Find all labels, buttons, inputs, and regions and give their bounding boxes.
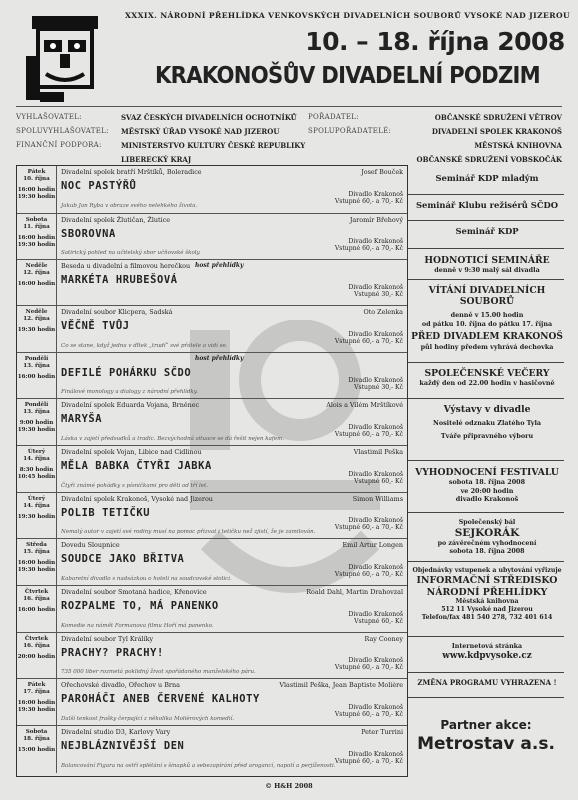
sidebar-line: denně v 9:30 malý sál divadla bbox=[434, 266, 540, 275]
program-price: Vstupné 60,- a 70,- Kč bbox=[334, 198, 403, 206]
sidebar-line: Seminář KDP bbox=[455, 226, 519, 236]
program-row bbox=[17, 538, 407, 586]
program-time: 15:00 hodin bbox=[17, 747, 56, 753]
program-venue bbox=[335, 564, 403, 579]
program-description: Co se stane, když jedna v ďítek „trudí“ své přátele a vidí se. bbox=[61, 343, 228, 349]
organizer-role-label: FINANČNÍ PODPORA: bbox=[16, 141, 102, 149]
program-time: 19:30 hodin bbox=[17, 327, 56, 333]
partner-name: Metrostav a.s. bbox=[417, 734, 555, 754]
program-ensemble: Divadelní spolek Žlutičan, Žlutice bbox=[61, 216, 170, 224]
program-venue bbox=[335, 424, 403, 439]
sidebar-divider bbox=[408, 194, 564, 195]
program-date: 13. října bbox=[23, 363, 50, 369]
program-day-cell bbox=[17, 586, 57, 633]
sidebar-block bbox=[408, 519, 566, 556]
program-ensemble: Divadelní soubor Klicpera, Sadská bbox=[61, 308, 173, 316]
program-times bbox=[17, 281, 56, 288]
program-weekday: Úterý bbox=[27, 496, 46, 502]
program-row bbox=[17, 352, 407, 399]
program-weekday: Sobota bbox=[25, 217, 48, 223]
program-date: 16. října bbox=[23, 643, 50, 649]
program-price: Vstupné 60,- a 70,- Kč bbox=[334, 664, 403, 672]
program-price: Vstupné 60,- a 70,- Kč bbox=[334, 524, 403, 532]
sidebar-block bbox=[408, 200, 566, 210]
sidebar-line: Objednávky vstupenek a ubytování vyřizuje bbox=[412, 567, 562, 574]
program-time: 8:30 hodin bbox=[19, 467, 54, 473]
program-weekday: Sobota bbox=[25, 729, 48, 735]
program-description: Jakub Jan Ryba v obraze svého nelehkého života. bbox=[61, 203, 198, 209]
program-time: 16:00 hodin bbox=[17, 560, 56, 566]
program-day-cell bbox=[17, 306, 57, 353]
program-play-title: SOUDCE JAKO BŘITVA bbox=[61, 553, 185, 565]
program-venue-name: Divadlo Krakonoš bbox=[348, 704, 403, 711]
sidebar-line: Telefon/fax 481 540 278, 732 401 614 bbox=[421, 614, 553, 622]
program-author: Peter Turrini bbox=[361, 728, 403, 736]
program-author: Emil Artur Longen bbox=[342, 541, 403, 549]
sidebar-line: 512 11 Vysoké nad Jizerou bbox=[441, 606, 533, 614]
program-price: Vstupné 60,- a 70,- Kč bbox=[334, 431, 403, 439]
program-times bbox=[17, 235, 56, 249]
program-venue bbox=[348, 284, 403, 299]
program-host-badge: host přehlídky bbox=[195, 262, 244, 269]
organizer-name: LIBERECKÝ KRAJ bbox=[121, 155, 192, 164]
program-price: Vstupné 30,- Kč bbox=[354, 291, 403, 299]
program-date: 16. října bbox=[23, 596, 50, 602]
program-play-title: MĚLA BABKA ČTYŘI JABKA bbox=[61, 460, 212, 472]
program-venue-name: Divadlo Krakonoš bbox=[348, 424, 403, 431]
sidebar-line: Společenský bál bbox=[458, 519, 516, 526]
program-time: 16:00 hodin bbox=[17, 700, 56, 706]
program-venue bbox=[335, 517, 403, 532]
program-ensemble: Dovedu Sloupnice bbox=[61, 541, 120, 549]
program-time: 20:00 hodin bbox=[17, 654, 56, 660]
sidebar-line: HODNOTICÍ SEMINÁŘE bbox=[424, 255, 550, 266]
program-description: Satirický pohled na učitelský sbor učňovské školy. bbox=[61, 250, 201, 256]
sidebar-block bbox=[408, 226, 566, 236]
sidebar-line: ZMĚNA PROGRAMU VYHRAZENA ! bbox=[417, 678, 557, 687]
organizer-name: OBČANSKÉ SDRUŽENÍ VOBSKOČÁK bbox=[416, 155, 562, 164]
program-price: Vstupné 60,- a 70,- Kč bbox=[334, 711, 403, 719]
program-day-cell bbox=[17, 539, 57, 586]
program-venue-name: Divadlo Krakonoš bbox=[348, 471, 403, 478]
program-venue-name: Divadlo Krakonoš bbox=[348, 331, 403, 338]
program-description: 735 000 liber rozmetá poklidný život spořádaného manželského páru. bbox=[61, 669, 256, 675]
sidebar-block bbox=[408, 285, 566, 352]
organizer-name: OBČANSKÉ SDRUŽENÍ VĚTROV bbox=[434, 113, 562, 122]
organizer-name: DIVADELNÍ SPOLEK KRAKONOŠ bbox=[431, 127, 562, 136]
program-weekday: Úterý bbox=[27, 449, 46, 455]
program-ensemble: Ořechovské divadlo, Ořechov u Brna bbox=[61, 681, 180, 689]
program-row bbox=[17, 585, 407, 633]
program-row bbox=[17, 725, 407, 773]
program-play-title: PRACHY? PRACHY! bbox=[61, 647, 164, 659]
program-host-badge: host přehlídky bbox=[195, 355, 244, 362]
sidebar-line: Nositelé odznaku Zlatého Tyla bbox=[432, 419, 542, 428]
sidebar-block bbox=[408, 567, 566, 623]
program-times bbox=[17, 654, 56, 661]
program-times bbox=[17, 514, 56, 521]
program-weekday: Čtvrtek bbox=[24, 636, 49, 642]
program-ensemble: Divadelní spolek Krakonoš, Vysoké nad Jizerou bbox=[61, 495, 213, 503]
program-venue-name: Divadlo Krakonoš bbox=[348, 564, 403, 571]
program-weekday: Pondělí bbox=[24, 402, 49, 408]
program-venue bbox=[335, 657, 403, 672]
organizer-name: SVAZ ČESKÝCH DIVADELNÍCH OCHOTNÍKŮ bbox=[121, 113, 297, 122]
theatre-mask-logo-icon bbox=[24, 14, 112, 106]
program-play-title: ROZPALME TO, MÁ PANENKO bbox=[61, 600, 219, 612]
partner-label: Partner akce: bbox=[440, 718, 532, 732]
program-venue-name: Divadlo Krakonoš bbox=[348, 284, 403, 291]
sidebar-block bbox=[408, 173, 566, 183]
program-play-title: NOC PASTÝŘŮ bbox=[61, 180, 137, 192]
program-date: 18. října bbox=[23, 736, 50, 742]
program-play-title: VĚČNĚ TVŮJ bbox=[61, 320, 130, 332]
organizer-name: MINISTERSTVO KULTURY ČESKÉ REPUBLIKY bbox=[121, 141, 306, 150]
program-ensemble: Divadelní spolek Eduarda Vojana, Brněnec bbox=[61, 401, 200, 409]
program-date: 13. října bbox=[23, 409, 50, 415]
sidebar-line: divadlo Krakonoš bbox=[455, 495, 519, 504]
program-times bbox=[17, 700, 56, 714]
program-weekday: Neděle bbox=[25, 309, 48, 315]
program-time: 16:00 hodin bbox=[17, 235, 56, 241]
program-price: Vstupné 60,- Kč bbox=[354, 478, 403, 486]
sidebar-divider bbox=[408, 636, 564, 637]
sidebar-divider bbox=[408, 248, 564, 249]
sidebar-line: Internetová stránka bbox=[451, 643, 523, 650]
sidebar-line: VÍTÁNÍ DIVADELNÍCH SOUBORŮ bbox=[428, 285, 546, 308]
organizer-role-label: SPOLUVYHLAŠOVATEL: bbox=[16, 127, 109, 135]
sidebar-divider bbox=[408, 561, 564, 562]
program-author: Josef Bouček bbox=[361, 168, 403, 176]
organizer-name: MĚSTSKÁ KNIHOVNA bbox=[474, 141, 562, 150]
sidebar-divider bbox=[408, 697, 564, 698]
program-date: 11. října bbox=[23, 224, 50, 230]
organizer-role-label: POŘADATEL: bbox=[308, 113, 359, 121]
program-times bbox=[17, 747, 56, 754]
festival-title: KRAKONOŠŮV DIVADELNÍ PODZIM bbox=[154, 63, 541, 89]
sidebar-line: Městská knihovna bbox=[455, 598, 519, 606]
sidebar-divider bbox=[408, 512, 564, 513]
program-time: 16:00 hodin bbox=[17, 607, 56, 613]
program-play-title: DEFILÉ POHÁRKU SČDO bbox=[61, 367, 192, 379]
program-day-cell bbox=[17, 399, 57, 446]
program-description: Finálové monology a dialogy z národní přehlídky. bbox=[61, 389, 198, 395]
program-day-cell bbox=[17, 214, 57, 260]
program-price: Vstupné 60,- a 70,- Kč bbox=[334, 338, 403, 346]
program-weekday: Pátek bbox=[27, 169, 46, 175]
program-venue bbox=[348, 611, 403, 626]
program-times bbox=[17, 374, 56, 381]
festival-edition-line: XXXIX. NÁRODNÍ PŘEHLÍDKA VENKOVSKÝCH DIVADELNÍCH SOUBORŮ VYSOKÉ NAD JIZEROU bbox=[125, 11, 570, 20]
program-date: 15. října bbox=[23, 549, 50, 555]
program-description: Komedie na námět Formanova filmu Hoří má panenko. bbox=[61, 623, 214, 629]
program-venue bbox=[335, 751, 403, 766]
organizer-role-label: SPOLUPOŘADATELÉ: bbox=[308, 127, 392, 135]
program-venue bbox=[335, 238, 403, 253]
program-ensemble: Divadelní studio D3, Karlovy Vary bbox=[61, 728, 171, 736]
program-day-cell bbox=[17, 166, 57, 213]
program-day-cell bbox=[17, 446, 57, 493]
program-times bbox=[17, 467, 56, 481]
program-row bbox=[17, 166, 407, 213]
program-venue-name: Divadlo Krakonoš bbox=[348, 657, 403, 664]
program-weekday: Středa bbox=[26, 542, 47, 548]
program-times bbox=[17, 560, 56, 574]
program-play-title: NEJBLÁZNIVĚJŠÍ DEN bbox=[61, 740, 185, 752]
program-venue-name: Divadlo Krakonoš bbox=[348, 611, 403, 618]
program-play-title: SBOROVNA bbox=[61, 228, 116, 240]
program-row bbox=[17, 398, 407, 446]
program-weekday: Neděle bbox=[25, 263, 48, 269]
program-play-title: MARKÉTA HRUBEŠOVÁ bbox=[61, 274, 178, 286]
program-table bbox=[16, 165, 408, 777]
program-play-title: PAROHÁČI ANEB ČERVENÉ KALHOTY bbox=[61, 693, 260, 705]
program-description: Balancování Figara na ostří splétání s šinapků a sebezapírání před arogancí, napotí a perjíženosti. bbox=[61, 763, 336, 769]
program-play-title: POLIB TETIČKU bbox=[61, 507, 151, 519]
program-row bbox=[17, 632, 407, 679]
program-description: Nemalý autor v zajetí své rodiny musí na pomoc přizvat i tetičku než zjistí, že je zamilován. bbox=[61, 529, 316, 535]
program-venue bbox=[348, 377, 403, 392]
sidebar-line: PŘED DIVADLEM KRAKONOŠ bbox=[411, 332, 563, 343]
sidebar-line: denně v 15.00 hodin bbox=[450, 311, 524, 320]
program-ensemble: Divadelní spolek Vojan, Libice nad Cidlinou bbox=[61, 448, 202, 456]
program-time: 16:00 hodin bbox=[17, 374, 56, 380]
program-price: Vstupné 60,- a 70,- Kč bbox=[334, 571, 403, 579]
program-venue bbox=[335, 704, 403, 719]
sidebar-line: sobota 18. října 2008 bbox=[448, 478, 526, 487]
program-time: 9:00 hodin bbox=[19, 420, 54, 426]
sidebar-block bbox=[408, 467, 566, 503]
program-description: Čtyři známé pohádky s písničkami pro děti od tří let. bbox=[61, 483, 208, 489]
program-date: 10. října bbox=[23, 176, 50, 182]
program-date: 12. října bbox=[23, 270, 50, 276]
sidebar-divider bbox=[408, 460, 564, 461]
program-author: Ray Cooney bbox=[364, 635, 403, 643]
program-date: 14. října bbox=[23, 456, 50, 462]
program-venue-name: Divadlo Krakonoš bbox=[348, 238, 403, 245]
program-price: Vstupné 30,- Kč bbox=[354, 384, 403, 392]
program-day-cell bbox=[17, 260, 57, 306]
program-time: 19:30 hodin bbox=[17, 567, 56, 573]
program-venue-name: Divadlo Krakonoš bbox=[348, 517, 403, 524]
program-venue-name: Divadlo Krakonoš bbox=[348, 751, 403, 758]
program-row bbox=[17, 259, 407, 306]
program-author: Oto Zelenka bbox=[363, 308, 403, 316]
program-day-cell bbox=[17, 353, 57, 399]
sidebar-line: po závěrečném vyhodnocení bbox=[437, 539, 537, 547]
program-time: 19:30 hodin bbox=[17, 427, 56, 433]
program-venue-name: Divadlo Krakonoš bbox=[348, 191, 403, 198]
sidebar-line: půl hodiny předem vyhrává dechovka bbox=[420, 343, 554, 352]
program-time: 19:30 hodin bbox=[17, 514, 56, 520]
sidebar-line: INFORMAČNÍ STŘEDISKO bbox=[416, 575, 558, 587]
sidebar-divider bbox=[408, 362, 564, 363]
program-venue bbox=[335, 191, 403, 206]
program-row bbox=[17, 305, 407, 353]
program-day-cell bbox=[17, 633, 57, 679]
program-date: 17. října bbox=[23, 689, 50, 695]
sidebar-block bbox=[408, 255, 566, 275]
program-times bbox=[17, 420, 56, 434]
program-times bbox=[17, 327, 56, 334]
program-weekday: Pátek bbox=[27, 682, 46, 688]
program-description: Kabaretní divadlo s nadsázkou o hoteli na soudcovské stolici. bbox=[61, 576, 232, 582]
program-author: Vlastimil Peška, Jean Baptiste Molière bbox=[279, 681, 403, 689]
program-day-cell bbox=[17, 679, 57, 726]
program-ensemble: Divadelní soubor Tyl Králíky bbox=[61, 635, 154, 643]
program-ensemble: Divadelní soubor Smotaná hadice, Křenovice bbox=[61, 588, 207, 596]
sidebar-line: od pátku 10. října do pátku 17. října bbox=[421, 319, 553, 328]
program-price: Vstupné 60,- a 70,- Kč bbox=[334, 245, 403, 253]
program-time: 16:00 hodin bbox=[17, 187, 56, 193]
program-time: 10:45 hodin bbox=[17, 474, 56, 480]
program-date: 14. října bbox=[23, 503, 50, 509]
sidebar-block bbox=[408, 404, 566, 440]
program-time: 19:30 hodin bbox=[17, 194, 56, 200]
sidebar-line: Tváře připravného výboru bbox=[440, 431, 534, 440]
program-ensemble: Beseda u divadelní a filmovou herečkou bbox=[61, 262, 191, 270]
sidebar-block bbox=[408, 368, 566, 388]
program-weekday: Čtvrtek bbox=[24, 589, 49, 595]
sidebar-divider bbox=[408, 672, 564, 673]
organizer-name: MĚSTSKÝ ÚŘAD VYSOKÉ NAD JIZEROU bbox=[121, 127, 280, 136]
sidebar-divider bbox=[408, 279, 564, 280]
program-time: 19:30 hodin bbox=[17, 707, 56, 713]
sidebar-line: SEJKORÁK bbox=[454, 527, 520, 540]
sidebar-line: www.kdpvysoke.cz bbox=[442, 651, 532, 662]
sidebar-line: Seminář Klubu režisérů SČDO bbox=[415, 200, 559, 210]
program-date: 12. října bbox=[23, 316, 50, 322]
festival-dates: 10. – 18. října 2008 bbox=[305, 27, 565, 56]
program-author: Alois a Vilém Mrštíkové bbox=[326, 401, 403, 409]
sidebar-line: Výstavy v divadle bbox=[443, 404, 531, 415]
sidebar-line: SPOLEČENSKÉ VEČERY bbox=[424, 368, 550, 379]
program-time: 16:00 hodin bbox=[17, 281, 56, 287]
program-row bbox=[17, 445, 407, 493]
sidebar-line: každý den od 22.00 hodin v hasičovně bbox=[419, 379, 555, 388]
program-venue bbox=[335, 331, 403, 346]
copyright-footer: © H&H 2008 bbox=[265, 782, 313, 790]
program-price: Vstupné 60,- a 70,- Kč bbox=[334, 758, 403, 766]
sidebar-line: Seminář KDP mladým bbox=[435, 173, 539, 183]
sidebar-block bbox=[408, 643, 566, 662]
sidebar-line: sobota 18. října 2008 bbox=[449, 548, 525, 556]
program-row bbox=[17, 492, 407, 539]
sidebar-divider bbox=[408, 220, 564, 221]
program-author: Vlastimil Peška bbox=[353, 448, 403, 456]
sidebar-block bbox=[408, 678, 566, 687]
program-venue bbox=[348, 471, 403, 486]
program-author: Simon Williams bbox=[352, 495, 403, 503]
sidebar-line: NÁRODNÍ PŘEHLÍDKY bbox=[426, 586, 548, 598]
program-author: Roald Dahl, Martin Drahovzal bbox=[306, 588, 403, 596]
program-description: Láska v zajetí předsudků a tradic. Bezvýchodná situace se dá řešit nejen kafem. bbox=[61, 436, 285, 442]
program-ensemble: Divadelní spolek bratří Mrštíků, Boleradice bbox=[61, 168, 202, 176]
program-description: Další tenkost frašky čerpající z několika Molièrových komedií. bbox=[61, 716, 235, 722]
organizer-role-label: VYHLAŠOVATEL: bbox=[16, 113, 82, 121]
program-venue-name: Divadlo Krakonoš bbox=[348, 377, 403, 384]
program-play-title: MARYŠA bbox=[61, 413, 103, 425]
program-price: Vstupné 60,- Kč bbox=[354, 618, 403, 626]
header-divider bbox=[16, 106, 562, 107]
program-time: 19:30 hodin bbox=[17, 242, 56, 248]
program-author: Jaromír Břehový bbox=[349, 216, 403, 224]
sidebar-line: ve 20:00 hodin bbox=[460, 486, 514, 495]
sidebar-divider bbox=[408, 398, 564, 399]
program-day-cell bbox=[17, 493, 57, 539]
program-row bbox=[17, 213, 407, 260]
program-day-cell bbox=[17, 726, 57, 773]
program-times bbox=[17, 187, 56, 201]
program-times bbox=[17, 607, 56, 614]
program-row bbox=[17, 678, 407, 726]
program-weekday: Pondělí bbox=[24, 356, 49, 362]
sidebar-line: VYHODNOCENÍ FESTIVALU bbox=[415, 467, 559, 478]
